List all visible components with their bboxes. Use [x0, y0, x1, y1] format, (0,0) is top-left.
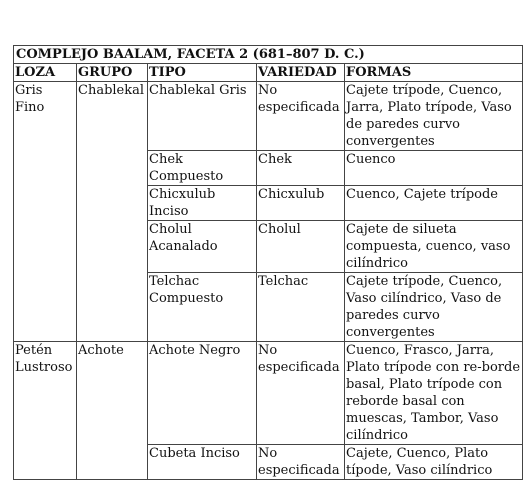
formas-cell: Cuenco [345, 151, 523, 186]
table-row [14, 82, 523, 151]
column-header-variedad: VARIEDAD [257, 64, 345, 82]
formas-cell: Cajete trípode, Cuenco, Vaso cilíndrico, Vaso de paredes curvo convergentes [345, 273, 523, 342]
formas-cell: Cajete trípode, Cuenco, Jarra, Plato trípode, Vaso de paredes curvo convergentes [345, 82, 523, 151]
variedad-cell: No especificada [257, 342, 345, 445]
table-caption: COMPLEJO BAALAM, FACETA 2 (681–807 D. C.) [14, 46, 523, 64]
column-header-grupo: GRUPO [77, 64, 148, 82]
tipo-cell: Cubeta Inciso [148, 445, 257, 480]
variedad-cell: No especificada [257, 445, 345, 480]
tipo-cell: Cholul Acanalado [148, 221, 257, 273]
table-header-row [14, 64, 523, 82]
tipo-cell: Chek Compuesto [148, 151, 257, 186]
tipo-cell: Telchac Compuesto [148, 273, 257, 342]
tipo-cell: Chicxulub Inciso [148, 186, 257, 221]
loza-cell: Gris Fino [14, 82, 77, 342]
formas-cell: Cajete, Cuenco, Plato típode, Vaso cilíndrico [345, 445, 523, 480]
variedad-cell: No especificada [257, 82, 345, 151]
formas-cell: Cuenco, Cajete trípode [345, 186, 523, 221]
column-header-loza: LOZA [14, 64, 77, 82]
tipo-cell: Chablekal Gris [148, 82, 257, 151]
column-header-tipo: TIPO [148, 64, 257, 82]
variedad-cell: Telchac [257, 273, 345, 342]
table-caption-row [14, 46, 523, 64]
ceramics-table [13, 45, 523, 480]
column-header-formas: FORMAS [345, 64, 523, 82]
variedad-cell: Cholul [257, 221, 345, 273]
formas-cell: Cuenco, Frasco, Jarra, Plato trípode con re-borde basal, Plato trípode con reborde basal con muescas, Tambor, Vaso cilíndrico [345, 342, 523, 445]
tipo-cell: Achote Negro [148, 342, 257, 445]
table-row [14, 342, 523, 445]
variedad-cell: Chicxulub [257, 186, 345, 221]
grupo-cell: Chablekal [77, 82, 148, 342]
grupo-cell: Achote [77, 342, 148, 480]
formas-cell: Cajete de silueta compuesta, cuenco, vaso cilíndrico [345, 221, 523, 273]
variedad-cell: Chek [257, 151, 345, 186]
loza-cell: Petén Lustroso [14, 342, 77, 480]
